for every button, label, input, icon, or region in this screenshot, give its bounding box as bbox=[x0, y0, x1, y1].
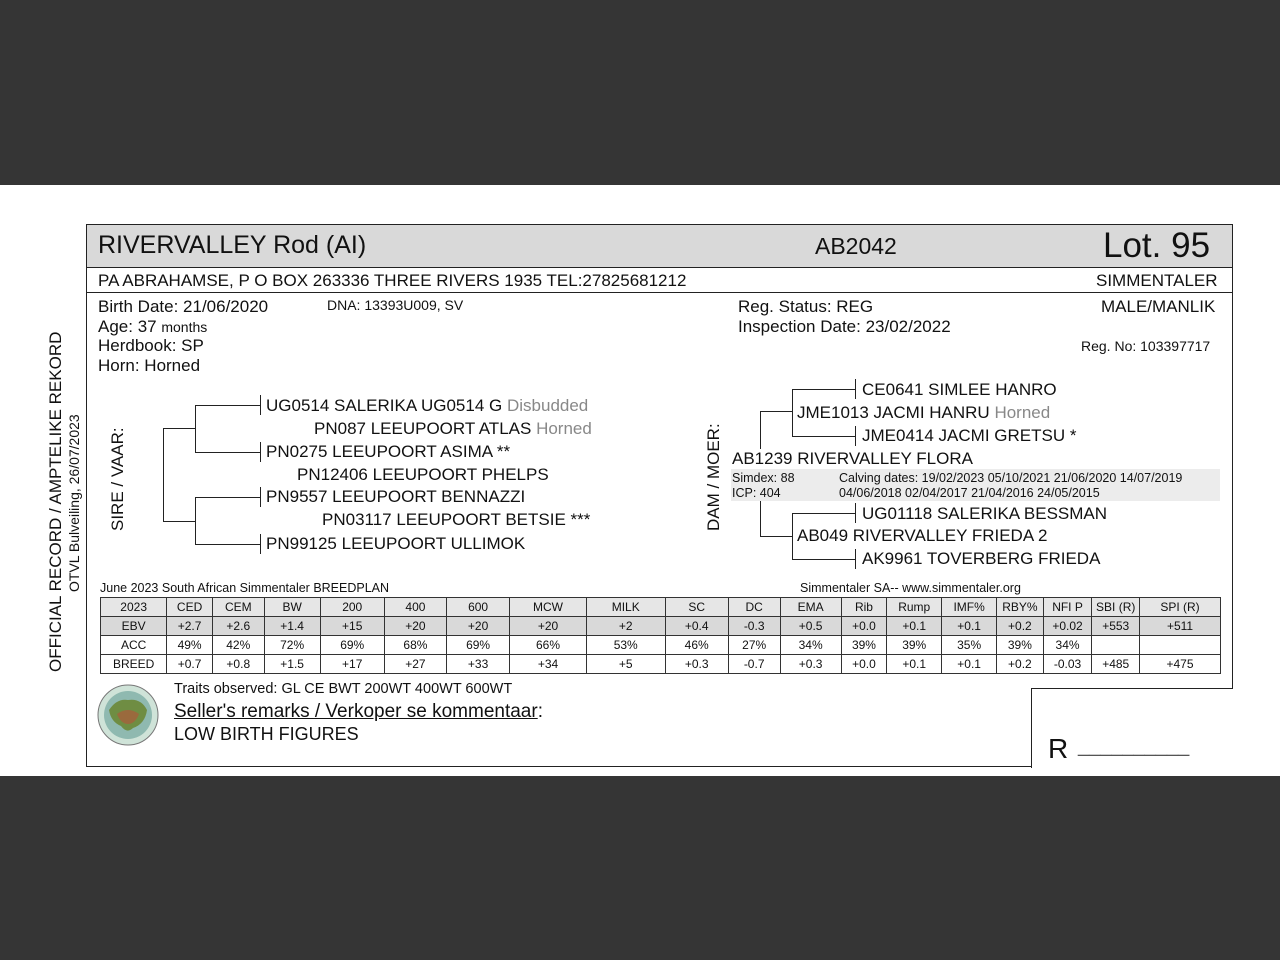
sire bbox=[314, 419, 592, 439]
connector bbox=[195, 405, 260, 406]
horn-note: Disbudded bbox=[506, 396, 589, 415]
ebv-cell: 600 bbox=[447, 598, 510, 617]
ebv-cell: +20 bbox=[510, 617, 587, 636]
connector bbox=[855, 426, 856, 446]
ebv-cell: 34% bbox=[780, 636, 841, 655]
ebv-cell: EBV bbox=[101, 617, 167, 636]
ebv-cell: +2.6 bbox=[212, 617, 264, 636]
connector bbox=[792, 389, 793, 436]
ebv-cell: 68% bbox=[384, 636, 446, 655]
ebv-row-breed bbox=[101, 655, 1221, 674]
ebv-cell: 49% bbox=[167, 636, 213, 655]
ebv-cell: 34% bbox=[1043, 636, 1092, 655]
sire-bracket-bottom bbox=[163, 521, 195, 522]
remarks-colon: : bbox=[537, 701, 543, 722]
sellers-remarks: LOW BIRTH FIGURES bbox=[174, 724, 359, 744]
ebv-cell: +511 bbox=[1140, 617, 1221, 636]
calving-dates-1: Calving dates: 19/02/2023 05/10/2021 21/06/2020 14/07/2019 bbox=[839, 471, 1183, 485]
ebv-cell: +0.1 bbox=[942, 655, 997, 674]
connector bbox=[792, 559, 855, 560]
ebv-cell: +553 bbox=[1092, 617, 1140, 636]
ebv-table bbox=[100, 597, 1221, 674]
connector bbox=[855, 549, 856, 569]
ebv-cell: 35% bbox=[942, 636, 997, 655]
birth-date: Birth Date: 21/06/2020 bbox=[98, 297, 269, 316]
connector bbox=[855, 379, 856, 399]
ebv-cell: +27 bbox=[384, 655, 446, 674]
ebv-cell: +0.2 bbox=[997, 655, 1044, 674]
price-field[interactable]: __________ bbox=[1078, 735, 1190, 757]
horn-status: Horn: Horned bbox=[98, 356, 201, 375]
age-value: Age: 37 bbox=[98, 317, 157, 336]
ebv-header-row bbox=[101, 598, 1221, 617]
pedigree-name: PN087 LEEUPOORT ATLAS bbox=[314, 419, 532, 438]
ebv-cell: 46% bbox=[665, 636, 728, 655]
ebv-cell: SC bbox=[665, 598, 728, 617]
ebv-row-ebv bbox=[101, 617, 1221, 636]
dam-dam: AB049 RIVERVALLEY FRIEDA 2 bbox=[797, 526, 1048, 545]
ebv-cell: BREED bbox=[101, 655, 167, 674]
ebv-cell: 2023 bbox=[101, 598, 167, 617]
dam-name: AB1239 RIVERVALLEY FLORA bbox=[732, 449, 973, 468]
ebv-cell: 39% bbox=[997, 636, 1044, 655]
icp: ICP: 404 bbox=[732, 486, 781, 500]
ebv-cell: +17 bbox=[320, 655, 384, 674]
ebv-cell: +34 bbox=[510, 655, 587, 674]
connector bbox=[195, 497, 260, 498]
ebv-cell: +0.2 bbox=[997, 617, 1044, 636]
pedigree-name: JME1013 JACMI HANRU bbox=[797, 403, 990, 422]
ebv-cell: +1.5 bbox=[264, 655, 320, 674]
ebv-cell: ACC bbox=[101, 636, 167, 655]
sire-dam-name: PN12406 LEEUPOORT PHELPS bbox=[297, 465, 549, 484]
horn-note: Horned bbox=[536, 419, 592, 438]
ebv-cell: 27% bbox=[728, 636, 780, 655]
ebv-cell: 69% bbox=[320, 636, 384, 655]
association-logo-icon bbox=[97, 684, 159, 746]
animal-name: RIVERVALLEY Rod (AI) bbox=[98, 231, 367, 259]
dam-sire bbox=[797, 403, 1050, 423]
connector bbox=[195, 452, 260, 453]
connector bbox=[792, 513, 855, 514]
connector bbox=[792, 513, 793, 559]
dam-bracket-top bbox=[760, 411, 761, 449]
inspection-date: Inspection Date: 23/02/2022 bbox=[738, 317, 951, 336]
ebv-cell: 53% bbox=[586, 636, 665, 655]
ebv-cell: +0.3 bbox=[665, 655, 728, 674]
breed-label: SIMMENTALER bbox=[1096, 271, 1218, 290]
pedigree-name: UG0514 SALERIKA UG0514 G bbox=[266, 396, 503, 415]
sire-bracket-top bbox=[163, 428, 195, 429]
dam-label: DAM / MOER: bbox=[704, 423, 723, 531]
ebv-cell: CEM bbox=[212, 598, 264, 617]
sex: MALE/MANLIK bbox=[1101, 297, 1216, 316]
ebv-cell: Rump bbox=[887, 598, 942, 617]
ebv-cell: -0.3 bbox=[728, 617, 780, 636]
ebv-cell: +20 bbox=[384, 617, 446, 636]
ebv-cell: +1.4 bbox=[264, 617, 320, 636]
connector bbox=[260, 395, 261, 415]
ebv-cell: +2 bbox=[586, 617, 665, 636]
calving-dates-2: 04/06/2018 02/04/2017 21/04/2016 24/05/2015 bbox=[839, 486, 1100, 500]
ebv-cell: IMF% bbox=[942, 598, 997, 617]
ebv-cell: -0.03 bbox=[1043, 655, 1092, 674]
sire-dam-sire: PN9557 LEEUPOORT BENNAZZI bbox=[266, 487, 526, 506]
ebv-cell: RBY% bbox=[997, 598, 1044, 617]
sire-sire-bracket bbox=[195, 405, 196, 452]
dam-dam-sire: UG01118 SALERIKA BESSMAN bbox=[862, 504, 1108, 523]
ebv-cell: BW bbox=[264, 598, 320, 617]
connector bbox=[792, 389, 855, 390]
dam-bracket-bottom bbox=[760, 501, 761, 536]
ebv-cell: CED bbox=[167, 598, 213, 617]
ebv-cell: +0.3 bbox=[780, 655, 841, 674]
ebv-cell: SPI (R) bbox=[1140, 598, 1221, 617]
lot-number: Lot. 95 bbox=[1103, 226, 1211, 265]
ebv-cell: +0.02 bbox=[1043, 617, 1092, 636]
ebv-cell: +0.1 bbox=[887, 655, 942, 674]
ebv-cell: +0.7 bbox=[167, 655, 213, 674]
ebv-row-acc bbox=[101, 636, 1221, 655]
dam-dam-dam: AK9961 TOVERBERG FRIEDA bbox=[862, 549, 1101, 568]
ebv-cell: +0.4 bbox=[665, 617, 728, 636]
connector bbox=[195, 544, 260, 545]
price-prefix: R bbox=[1048, 733, 1069, 764]
simdex: Simdex: 88 bbox=[732, 471, 795, 485]
ebv-cell: 42% bbox=[212, 636, 264, 655]
ebv-cell: 39% bbox=[841, 636, 887, 655]
auction-label: OTVL Bulveiling, 26/07/2023 bbox=[66, 414, 82, 592]
age-unit: months bbox=[161, 319, 208, 335]
ebv-cell: 66% bbox=[510, 636, 587, 655]
remarks-label: Seller's remarks / Verkoper se kommentaar bbox=[174, 701, 538, 722]
herdbook: Herdbook: SP bbox=[98, 336, 204, 355]
ebv-cell: MCW bbox=[510, 598, 587, 617]
ebv-cell: +2.7 bbox=[167, 617, 213, 636]
ebv-cell: +485 bbox=[1092, 655, 1140, 674]
breedplan-site: Simmentaler SA-- www.simmentaler.org bbox=[800, 581, 1021, 595]
dam-sire-dam: JME0414 JACMI GRETSU * bbox=[862, 426, 1077, 445]
ebv-cell: +475 bbox=[1140, 655, 1221, 674]
traits-observed: Traits observed: GL CE BWT 200WT 400WT 600WT bbox=[174, 681, 513, 697]
dam-sire-sire: CE0641 SIMLEE HANRO bbox=[862, 380, 1057, 399]
ebv-cell: NFI P bbox=[1043, 598, 1092, 617]
ebv-cell: SBI (R) bbox=[1092, 598, 1140, 617]
sire-label: SIRE / VAAR: bbox=[108, 427, 127, 531]
ebv-cell: 400 bbox=[384, 598, 446, 617]
ebv-cell: +0.1 bbox=[887, 617, 942, 636]
sire-dam: PN03117 LEEUPOORT BETSIE *** bbox=[322, 510, 591, 529]
ebv-cell: -0.7 bbox=[728, 655, 780, 674]
ebv-cell: +0.1 bbox=[942, 617, 997, 636]
ebv-cell: 200 bbox=[320, 598, 384, 617]
connector bbox=[260, 442, 261, 462]
ebv-cell: +0.5 bbox=[780, 617, 841, 636]
ebv-cell: Rib bbox=[841, 598, 887, 617]
connector bbox=[760, 536, 792, 537]
horn-note: Horned bbox=[994, 403, 1051, 422]
connector bbox=[855, 503, 856, 523]
animal-code: AB2042 bbox=[815, 233, 897, 259]
ebv-cell: 39% bbox=[887, 636, 942, 655]
ebv-cell: +15 bbox=[320, 617, 384, 636]
connector bbox=[760, 411, 792, 412]
sire-sire-dam: PN0275 LEEUPOORT ASIMA ** bbox=[266, 442, 511, 461]
ebv-cell: +20 bbox=[447, 617, 510, 636]
ebv-cell: MILK bbox=[586, 598, 665, 617]
ebv-cell: +5 bbox=[586, 655, 665, 674]
ebv-cell bbox=[1092, 636, 1140, 655]
connector bbox=[792, 436, 855, 437]
reg-number: Reg. No: 103397717 bbox=[1081, 338, 1211, 354]
reg-status: Reg. Status: REG bbox=[738, 297, 874, 316]
ebv-cell: +33 bbox=[447, 655, 510, 674]
sire-dam-dam: PN99125 LEEUPOORT ULLIMOK bbox=[266, 534, 526, 553]
ebv-cell: +0.8 bbox=[212, 655, 264, 674]
breedplan-title: June 2023 South African Simmentaler BREEDPLAN bbox=[100, 581, 390, 595]
ebv-cell: 69% bbox=[447, 636, 510, 655]
ebv-cell: +0.0 bbox=[841, 655, 887, 674]
ebv-cell: EMA bbox=[780, 598, 841, 617]
owner-address: PA ABRAHAMSE, P O BOX 263336 THREE RIVERS 1935 TEL:27825681212 bbox=[98, 271, 687, 290]
sire-sire-sire bbox=[266, 396, 588, 416]
age bbox=[98, 317, 207, 337]
ebv-cell bbox=[1140, 636, 1221, 655]
sellers-remarks-heading bbox=[174, 701, 543, 723]
dna: DNA: 13393U009, SV bbox=[327, 297, 464, 313]
connector bbox=[260, 534, 261, 554]
ebv-cell: DC bbox=[728, 598, 780, 617]
ebv-cell: 72% bbox=[264, 636, 320, 655]
official-record-label: OFFICIAL RECORD / AMPTELIKE REKORD bbox=[46, 331, 65, 672]
ebv-cell: +0.0 bbox=[841, 617, 887, 636]
connector bbox=[260, 487, 261, 507]
sire-dam-bracket bbox=[195, 497, 196, 544]
sire-bracket bbox=[163, 428, 164, 521]
